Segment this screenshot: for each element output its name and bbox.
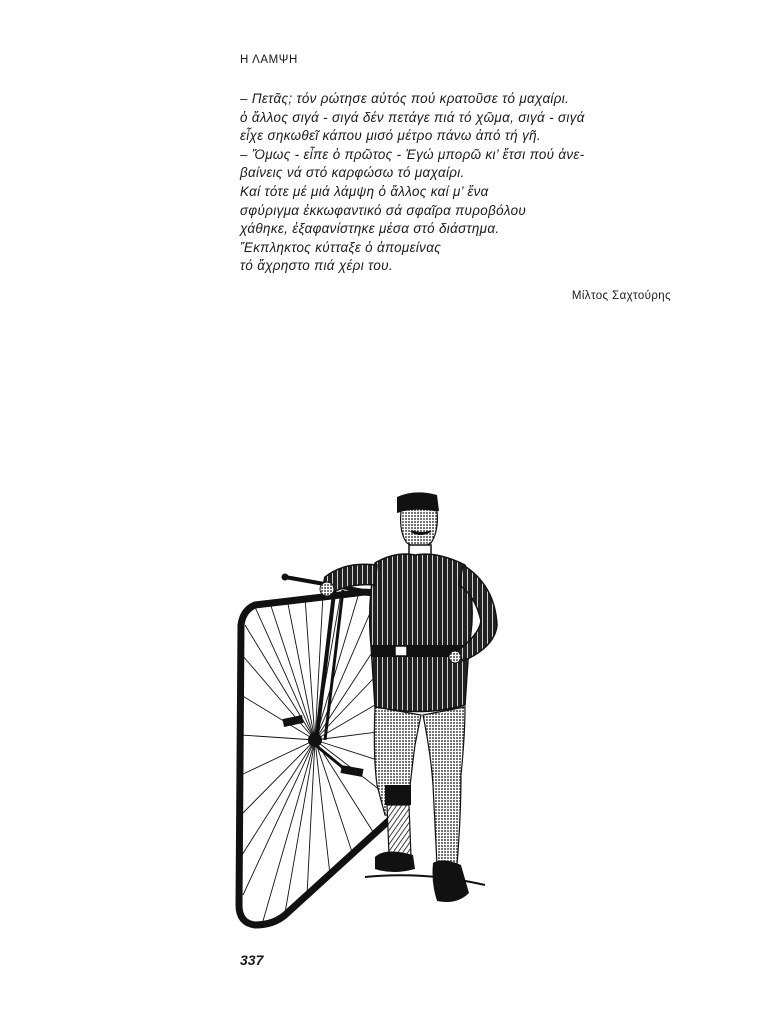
poem-line: Ἔκπληκτος κύτταξε ὁ ἀπομείνας	[240, 239, 442, 255]
poem-line: – Ὅμως - εἶπε ὁ πρῶτος - Ἐγώ μπορῶ κι’ ἔτσι πού ἀνε-	[240, 146, 585, 162]
poem-line: τό ἄχρηστο πιά χέρι του.	[240, 258, 393, 274]
poem-line: – Πετᾶς; τόν ρώτησε αὐτός πού κρατοῦσε τό μαχαίρι.	[240, 91, 570, 106]
poem-line: Καί τότε μέ μιά λάμψη ὁ ἄλλος καί μ’ ἕνα	[240, 183, 489, 199]
poem-line: ὁ ἄλλος σιγά - σιγά δέν πετάγε πιά τό χῶμα, σιγά - σιγά	[240, 109, 585, 125]
poem-line: χάθηκε, ἐξαφανίστηκε μέσα στό διάστημα.	[240, 221, 500, 237]
man-figure	[320, 492, 497, 902]
poem-body	[240, 90, 680, 276]
poem-line: εἶχε σηκωθεῖ κάπου μισό μέτρο πάνω ἀπό τή γῆ.	[240, 128, 541, 144]
author-signature: Μίλτος Σαχτούρης	[571, 290, 671, 302]
poem-line: σφύριγμα ἐκκωφαντικό σά σφαῖρα πυροβόλου	[240, 202, 527, 218]
bicycle-man-illustration	[225, 485, 515, 930]
page-number: 337	[240, 952, 264, 968]
poem-title: Η ΛΑΜΨΗ	[240, 54, 298, 66]
poem-line: βαίνεις νά στό καρφώσω τό μαχαίρι.	[240, 165, 465, 181]
